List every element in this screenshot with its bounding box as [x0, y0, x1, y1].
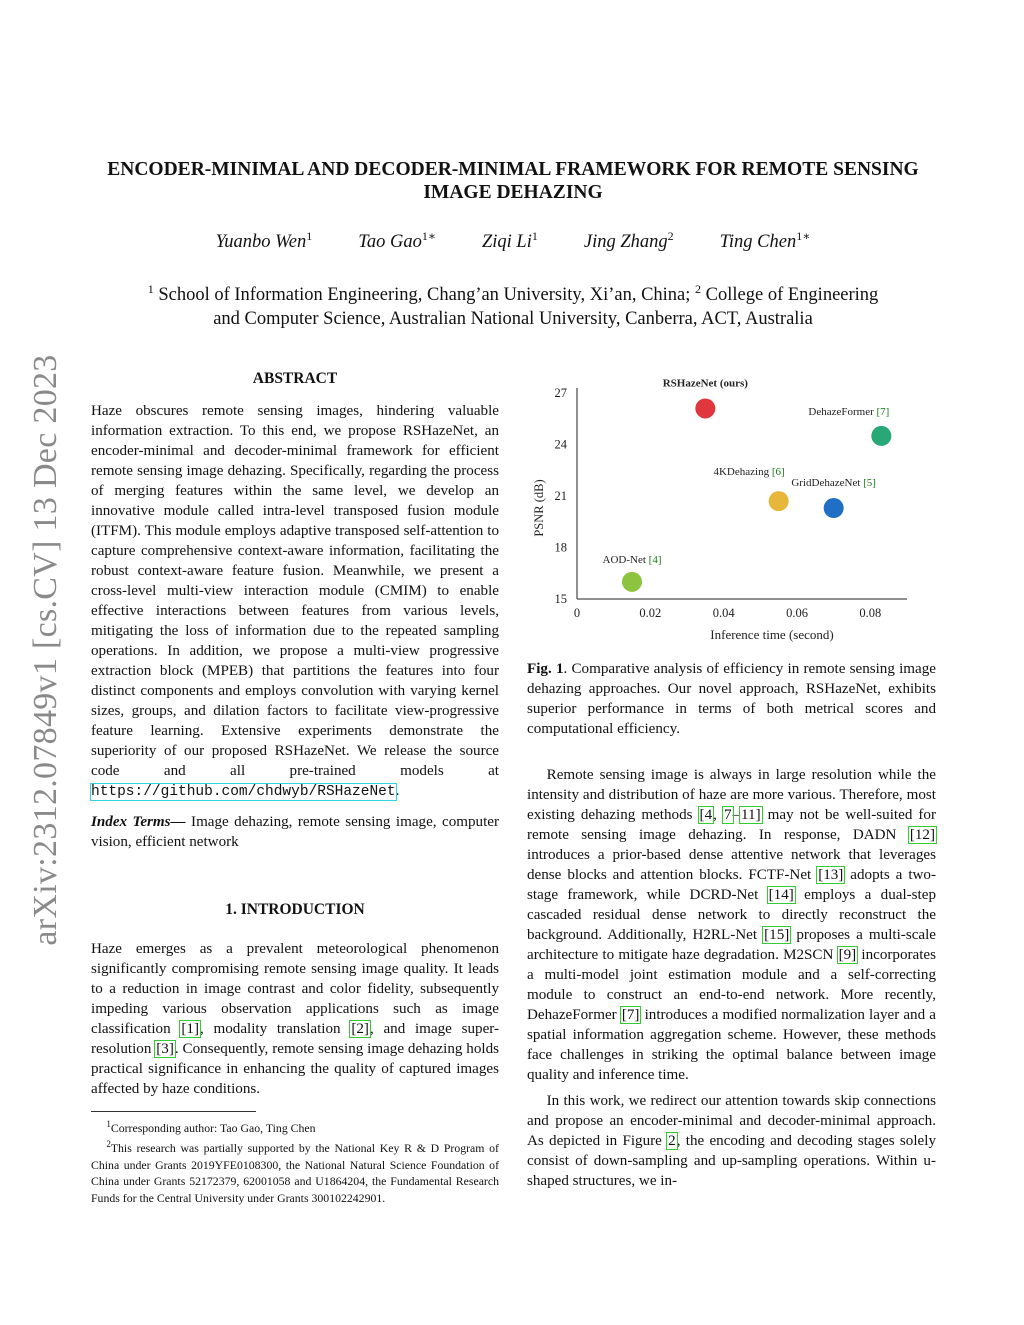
y-tick-label: 18 — [554, 540, 567, 555]
citation-link[interactable]: 11] — [741, 807, 761, 823]
footnote-rule — [91, 1111, 256, 1112]
index-terms-label: Index Terms— — [91, 814, 186, 830]
data-point — [824, 498, 844, 518]
introduction-section — [91, 900, 499, 1099]
arxiv-stamp — [0, 0, 90, 1325]
y-tick-label: 15 — [554, 592, 567, 606]
citation-link[interactable]: [9] — [838, 947, 857, 963]
x-tick-label: 0.02 — [639, 606, 662, 620]
citation-link[interactable]: [1] — [181, 1021, 199, 1037]
footnote-1: $^1$Corresponding author: Tao Gao, Ting Chen — [106, 1119, 316, 1135]
footnotes — [91, 1116, 499, 1206]
data-label: GridDehazeNet [5] — [791, 477, 876, 490]
citation-link[interactable]: [7] — [621, 1007, 640, 1023]
figure-caption: Fig. 1. Comparative analysis of efficiency in remote sensing image dehazing approaches. Our novel approach, RSHazeNet, exhibits superior performance in terms of both metrical scores and computational efficiency. — [527, 661, 936, 737]
x-tick-label: 0.08 — [859, 606, 882, 620]
citation-link[interactable]: 7 — [723, 807, 732, 823]
abstract-heading: ABSTRACT — [252, 370, 338, 387]
author: Jing Zhang$^2$ — [583, 229, 674, 253]
data-label: AOD-Net [4] — [602, 553, 662, 566]
data-label: DehazeFormer [7] — [808, 405, 890, 418]
footnote-2: $^2$This research was partially supported by the National Key R & D Program of China under Grants 2019YFE0108300, the National Natural Science Foundation of China under Grants 52172379, 62001058 and U1864204, the Fundamental Research Funds for the Central University under Grants 300102242901. — [91, 1139, 499, 1205]
y-axis-label: PSNR (dB) — [532, 479, 546, 537]
citation-link[interactable]: [4 — [699, 807, 713, 823]
y-tick-label: 21 — [554, 489, 567, 503]
right-column-text — [527, 765, 936, 1191]
author: Ziqi Li$^1$ — [481, 229, 538, 253]
affiliation-line-2: and Computer Science, Australian National University, Canberra, ACT, Australia — [213, 309, 813, 330]
x-tick-label: 0.04 — [712, 606, 735, 620]
data-label: 4KDehazing [6] — [713, 466, 785, 479]
citation-link[interactable]: [2] — [351, 1021, 369, 1037]
figure-1-chart — [527, 368, 936, 650]
x-axis-label: Inference time (second) — [710, 627, 834, 642]
author: Yuanbo Wen$^1$ — [215, 229, 313, 253]
data-point — [622, 572, 642, 592]
citation-link[interactable]: [13] — [818, 867, 844, 883]
introduction-heading: 1. INTRODUCTION — [225, 901, 365, 918]
x-tick-label: 0 — [573, 606, 581, 620]
citation-link[interactable]: [15] — [764, 927, 790, 943]
data-point — [695, 398, 715, 418]
github-link[interactable]: https://github.com/chdwyb/RSHazeNet — [91, 784, 396, 800]
index-terms: Index Terms— Image dehazing, remote sensing image, computer vision, efficient network — [91, 814, 499, 850]
citation-link[interactable]: [14] — [768, 887, 794, 903]
abstract-text: Haze obscures remote sensing images, hindering valuable information extraction. To this end, we propose RSHazeNet, an encoder-minimal and decoder-minimal framework for efficient remote sensing image dehazing. Specifically, regarding the process of merging features within the same level, we develop an innovative module called intra-level transposed fusion module (ITFM). This module employs adaptive transposed self-attention to capture comprehensive context-aware information, facilitating the robust context-aware feature fusion. Meanwhile, we present a cross-level multi-view interaction module (CMIM) to enable effective interactions between features from various levels, mitigating the loss of information due to the repeated sampling operations. In addition, we propose a multi-view progressive extraction block (MPEB) that partitions the features into four distinct components and employs convolution with varying kernel sizes, groups, and dilation factors to facilitate view-progressive feature learning. Extensive experiments demonstrate the superiority of our proposed RSHazeNet. We release the source code and all pre-trained models at https://github.com/chdwyb/RSHazeNet. — [91, 403, 499, 800]
author-list — [90, 229, 936, 253]
citation-link[interactable]: [3] — [156, 1041, 174, 1057]
data-point — [871, 426, 891, 446]
figure-link[interactable]: 2 — [668, 1133, 676, 1149]
citation-link[interactable]: [12] — [909, 827, 935, 843]
paper-title — [90, 158, 936, 204]
y-tick-label: 27 — [554, 386, 567, 400]
y-tick-label: 24 — [554, 437, 567, 452]
data-point — [769, 491, 789, 511]
related-work-paragraph: Remote sensing image is always in large resolution while the intensity and distribution of haze are more various. Therefore, most existing dehazing methods [4, 7–11] may not be well-suited for remote sensing image dehazing. In response, DADN [12] introduces a prior-based dense attentive network that leverages dense blocks and attention blocks. FCTF-Net [13] adopts a two-stage framework, while DCRD-Net [14] employs a dual-step cascaded residual dense network to directly reconstruct the background. Additionally, H2RL-Net [15] proposes a multi-scale architecture to mitigate haze degradation. M2SCN [9] incorporates a multi-model joint estimation module and a self-correcting module to construct an end-to-end network. More recently, DehazeFormer [7] introduces a modified normalization layer and a spatial information aggregation scheme. However, these methods face challenges in striking the optimal balance between image quality and inference time. — [527, 767, 936, 1083]
author: Ting Chen$^{1∗}$ — [719, 229, 811, 253]
approach-paragraph: In this work, we redirect our attention towards skip connections and propose an encoder-minimal and decoder-minimal approach. As depicted in Figure 2, the encoding and decoding stages solely consist of down-sampling and up-sampling operations. Within u-shaped structures, we in- — [527, 1093, 936, 1189]
x-tick-label: 0.06 — [786, 606, 808, 620]
author: Tao Gao$^{1∗}$ — [358, 229, 436, 253]
affiliation-line-1: $^1$ School of Information Engineering, Chang’an University, Xi’an, China; $^2$ College of Engineering — [147, 282, 879, 306]
affiliations — [90, 277, 936, 331]
figure-label: Fig. 1 — [527, 661, 564, 677]
title-line-2: IMAGE DEHAZING — [423, 182, 603, 203]
abstract-section — [91, 369, 499, 852]
scatter-plot — [527, 368, 936, 650]
introduction-paragraph: Haze emerges as a prevalent meteorological phenomenon significantly compromising remote sensing image quality. It leads to a reduction in image contrast and color fidelity, subsequently impeding various observation applications such as image classification [1], modality translation [2], and image super-resolution [3]. Consequently, remote sensing image dehazing holds practical significance in enhancing the quality of captured images affected by haze conditions. — [91, 941, 500, 1097]
title-line-1: ENCODER-MINIMAL AND DECODER-MINIMAL FRAMEWORK FOR REMOTE SENSING — [107, 159, 919, 180]
arxiv-id: arXiv:2312.07849v1 [cs.CV] 13 Dec 2023 — [27, 354, 64, 946]
data-label: RSHazeNet (ours) — [662, 377, 748, 390]
